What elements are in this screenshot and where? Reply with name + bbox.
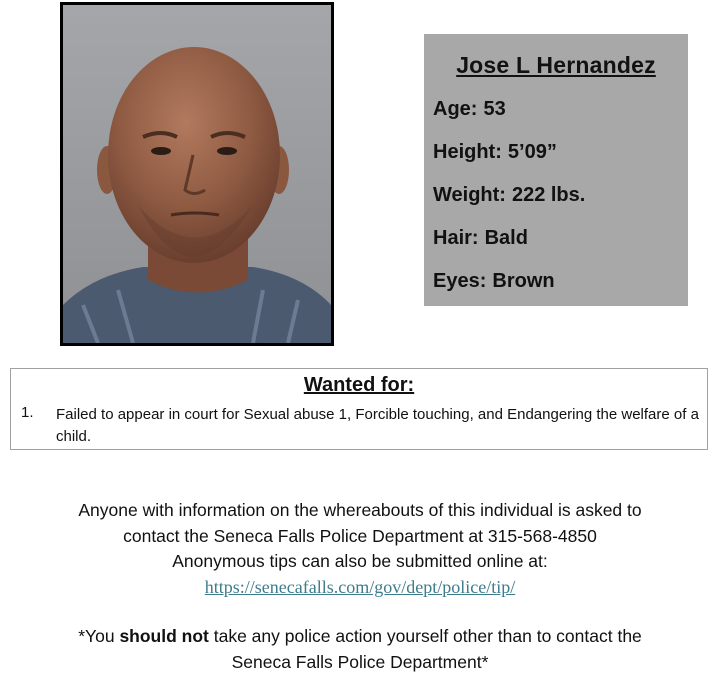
weight-label: Weight: — [433, 184, 506, 206]
notice-line-2: contact the Seneca Falls Police Department at 315-568-4850 — [123, 525, 597, 546]
wanted-title: Wanted for: — [303, 374, 415, 396]
age-label: Age: — [433, 98, 478, 120]
warning-suffix: take any police action yourself other than to contact the — [208, 626, 642, 646]
charge-number: 1. — [21, 404, 34, 421]
age-value: 53 — [483, 98, 506, 120]
weight-value: 222 lbs. — [511, 184, 586, 206]
subject-photo — [60, 2, 334, 346]
height-label: Height: — [433, 141, 502, 163]
age-row — [433, 98, 506, 121]
tip-link[interactable]: https://senecafalls.com/gov/dept/police/tip/ — [204, 576, 516, 597]
height-row — [433, 141, 557, 164]
warning-prefix: *You — [78, 626, 120, 646]
notice-line-1: Anyone with information on the whereabouts of this individual is asked to — [78, 500, 642, 520]
warning-emphasis: should not — [119, 626, 209, 646]
warning-notice — [0, 624, 720, 675]
warning-line-2: Seneca Falls Police Department* — [231, 651, 489, 672]
contact-notice — [0, 498, 720, 600]
warning-line-1 — [0, 624, 720, 650]
notice-line-3: Anonymous tips can also be submitted online at: — [172, 551, 548, 571]
subject-name: Jose L Hernandez — [456, 52, 656, 78]
hair-value: Bald — [484, 227, 528, 249]
eyes-row — [433, 270, 555, 293]
mugshot-photo-icon — [63, 5, 331, 343]
eyes-label: Eyes: — [433, 270, 487, 292]
hair-row — [433, 227, 528, 250]
charge-text: Failed to appear in court for Sexual abuse 1, Forcible touching, and Endangering the welfare of a child. — [56, 406, 699, 445]
height-value: 5’09” — [507, 141, 557, 163]
wanted-box — [10, 368, 708, 450]
hair-label: Hair: — [433, 227, 479, 249]
tip-link-line — [0, 575, 720, 601]
weight-row — [433, 184, 585, 207]
eyes-value: Brown — [492, 270, 555, 292]
subject-info-card — [424, 34, 688, 306]
